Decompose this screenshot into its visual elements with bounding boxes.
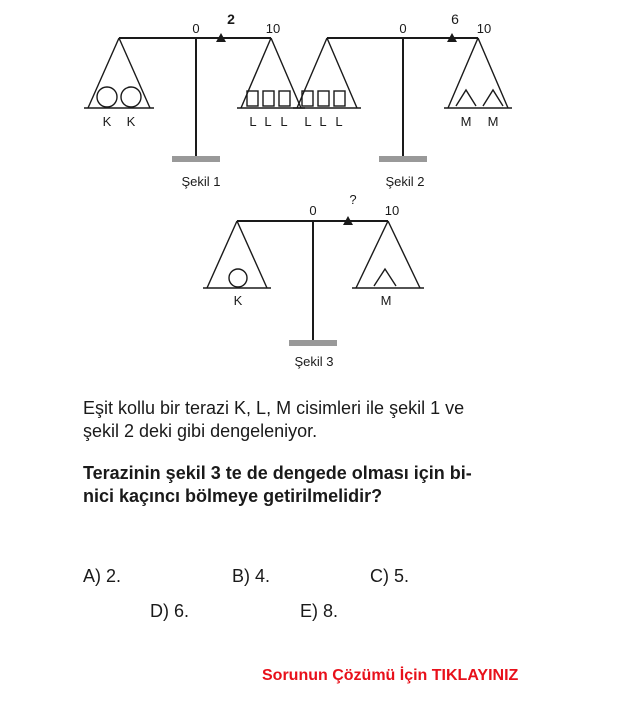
object-label-k: K [102,114,112,129]
l-object [318,91,329,106]
rider-position-label: 2 [227,11,235,27]
object-label-l: L [304,114,312,129]
scale-end-label: 10 [476,21,492,36]
m-object [456,90,476,106]
rider-position-label: 6 [451,11,459,27]
figure-caption: Şekil 3 [294,354,334,369]
base-1 [172,156,220,162]
figure-caption: Şekil 1 [181,174,221,189]
object-label-l: L [280,114,288,129]
object-label-m: M [487,114,499,129]
m-object [483,90,503,106]
object-label-l: L [249,114,257,129]
object-label-k: K [233,293,243,308]
question-statement [83,397,583,443]
l-object [263,91,274,106]
option-b[interactable]: B) 4. [232,566,271,586]
figure-caption: Şekil 2 [385,174,425,189]
object-label-l: L [264,114,272,129]
scale-start-label: 0 [309,203,317,218]
question-line: Eşit kollu bir terazi K, L, M cisimleri ile şekil 1 ve [83,398,465,418]
question-line: Terazinin şekil 3 te de dengede olması için bi- [83,463,472,483]
base-3 [289,340,337,346]
l-object [247,91,258,106]
option-d[interactable]: D) 6. [150,601,190,621]
option-a[interactable]: A) 2. [83,566,122,586]
balance-figure-3 [203,216,424,346]
scale-end-label: 10 [265,21,281,36]
question-prompt [83,462,583,508]
object-label-l: L [335,114,343,129]
m-object [374,269,396,286]
l-object [279,91,290,106]
object-label-l: L [319,114,327,129]
option-e[interactable]: E) 8. [300,601,339,621]
object-label-k: K [126,114,136,129]
question-line: nici kaçıncı bölmeye getirilmelidir? [83,486,383,506]
scale-end-label: 10 [384,203,400,218]
k-object [121,87,141,107]
object-label-m: M [380,293,392,308]
balance-figure-1 [84,33,305,162]
balance-figure-2 [293,33,512,162]
scale-start-label: 0 [192,21,200,36]
object-label-m: M [460,114,472,129]
solution-link[interactable]: Sorunun Çözümü İçin TIKLAYINIZ [262,667,519,684]
rider-position-label: ? [349,192,357,207]
k-object [97,87,117,107]
scale-start-label: 0 [399,21,407,36]
base-2 [379,156,427,162]
k-object [229,269,247,287]
option-c[interactable]: C) 5. [370,566,410,586]
l-object [334,91,345,106]
question-line: şekil 2 deki gibi dengeleniyor. [83,421,318,441]
